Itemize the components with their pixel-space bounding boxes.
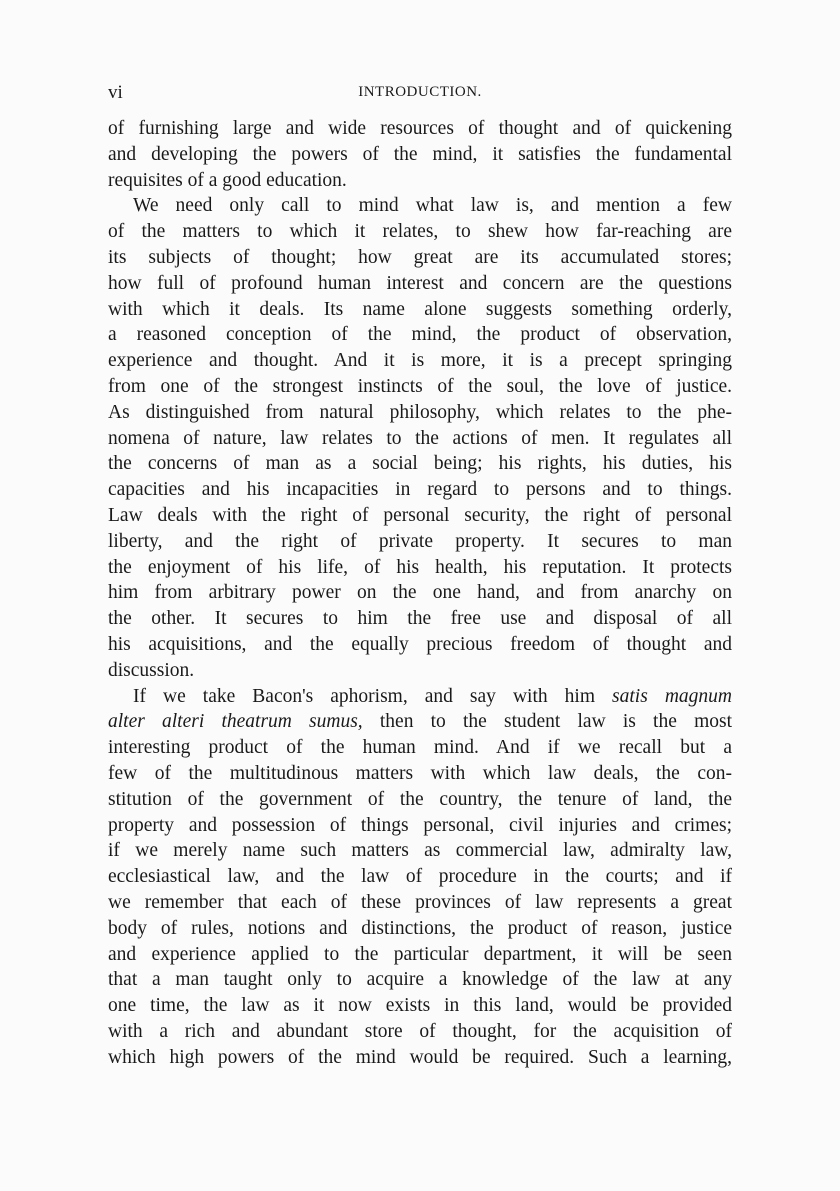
text-line (108, 709, 732, 735)
text-line: from one of the strongest instincts of the soul, the love of justice. (108, 375, 732, 397)
text-line: that a man taught only to acquire a knowledge of the law at any (108, 969, 732, 991)
text-line: capacities and his incapacities in regard to persons and to things. (108, 479, 732, 501)
italic-latin-phrase: satis magnum (612, 685, 732, 707)
text-line: discussion. (108, 659, 195, 681)
text-line: liberty, and the right of private property. It secures to man (108, 530, 732, 552)
page-number: vi (108, 82, 123, 103)
text-line: him from arbitrary power on the one hand, and from anarchy on (108, 582, 732, 604)
text-line: stitution of the government of the country, the tenure of land, the (108, 788, 732, 810)
text-line: the other. It secures to him the free use and disposal of all (108, 608, 732, 630)
text-line: Law deals with the right of personal security, the right of personal (108, 504, 732, 526)
text-line: few of the multitudinous matters with which law deals, the con- (108, 762, 732, 784)
text-line: one time, the law as it now exists in this land, would be provided (108, 995, 732, 1017)
text-line: and developing the powers of the mind, it satisfies the fundamental (108, 143, 732, 165)
text-line: which high powers of the mind would be required. Such a learning, (108, 1046, 732, 1068)
text-line: a reasoned conception of the mind, the product of observation, (108, 324, 732, 346)
text-segment: then to the student law is the most (362, 711, 732, 733)
text-line: property and possession of things personal, civil injuries and crimes; (108, 814, 732, 836)
text-line: the enjoyment of his life, of his health, his reputation. It protects (108, 556, 732, 578)
page-header (108, 82, 732, 106)
italic-latin-phrase: alter alteri theatrum sumus, (108, 711, 363, 733)
running-title: INTRODUCTION. (358, 84, 482, 100)
text-line: if we merely name such matters as commercial law, admiralty law, (108, 840, 732, 862)
text-line: experience and thought. And it is more, it is a precept springing (108, 350, 732, 372)
text-line: of the matters to which it relates, to shew how far-reaching are (108, 221, 732, 243)
text-line (108, 684, 732, 710)
text-line: how full of profound human interest and concern are the questions (108, 272, 732, 294)
text-segment: If we take Bacon's aphorism, and say with him (133, 685, 613, 707)
text-line: requisites of a good education. (108, 169, 347, 191)
text-line: We need only call to mind what law is, and mention a few (133, 195, 732, 217)
text-line: of furnishing large and wide resources of thought and of quickening (108, 118, 732, 139)
body-text (108, 116, 732, 1070)
text-line: his acquisitions, and the equally precious freedom of thought and (108, 633, 732, 655)
text-line: body of rules, notions and distinctions, the product of reason, justice (108, 917, 732, 939)
text-line: ecclesiastical law, and the law of procedure in the courts; and if (108, 866, 732, 888)
text-line: the concerns of man as a social being; his rights, his duties, his (108, 453, 732, 475)
text-line: with which it deals. Its name alone suggests something orderly, (108, 298, 732, 320)
text-line: we remember that each of these provinces of law represents a great (108, 891, 732, 913)
text-line: As distinguished from natural philosophy, which relates to the phe- (108, 401, 732, 423)
text-line: its subjects of thought; how great are its accumulated stores; (108, 246, 732, 268)
text-line: and experience applied to the particular department, it will be seen (108, 943, 732, 965)
text-line: interesting product of the human mind. And if we recall but a (108, 737, 732, 759)
text-line: with a rich and abundant store of thought, for the acquisition of (108, 1020, 732, 1042)
text-line: nomena of nature, law relates to the actions of men. It regulates all (108, 427, 732, 449)
